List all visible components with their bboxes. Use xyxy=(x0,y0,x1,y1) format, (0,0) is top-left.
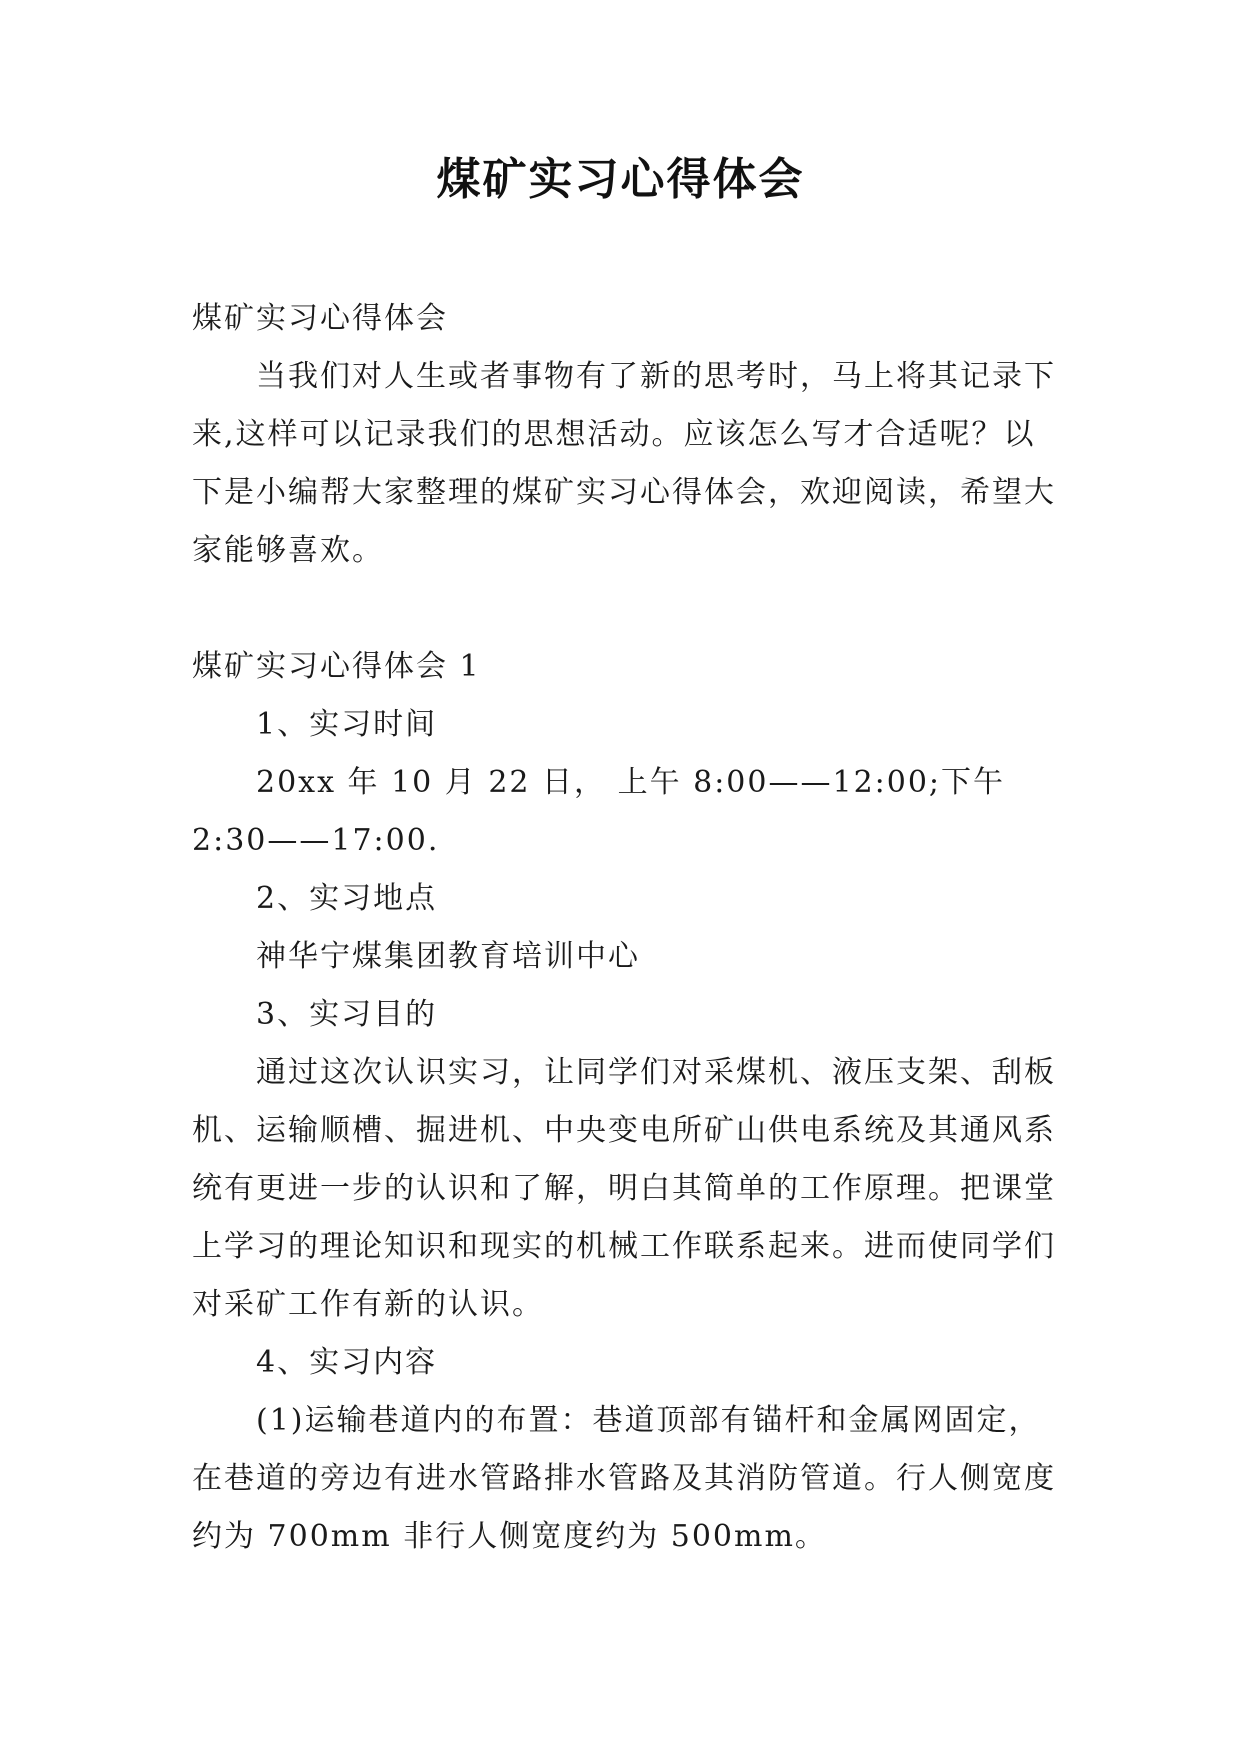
item1-heading: 1、实习时间 xyxy=(256,707,438,742)
document-title: 煤矿实习心得体会 xyxy=(436,154,805,205)
item4-text: (1)运输巷道内的布置：巷道顶部有锚杆和金属网固定，在巷道的旁边有进水管路排水管路及其消防管道。行人侧宽度约为 700mm 非行人侧宽度约为 500mm。 xyxy=(192,1403,1056,1554)
item1-text: 20xx 年 10 月 22 日， 上午 8:00——12:00;下午 2:30——17:00. xyxy=(192,765,1006,858)
item4-heading: 4、实习内容 xyxy=(256,1345,438,1380)
document-body xyxy=(192,290,1062,1566)
item2-text: 神华宁煤集团教育培训中心 xyxy=(256,939,640,974)
subtitle: 煤矿实习心得体会 xyxy=(192,301,448,336)
section-title: 煤矿实习心得体会 1 xyxy=(192,649,481,684)
intro-paragraph: 当我们对人生或者事物有了新的思考时，马上将其记录下来,这样可以记录我们的思想活动。应该怎么写才合适呢？以下是小编帮大家整理的煤矿实习心得体会，欢迎阅读，希望大家能够喜欢。 xyxy=(192,359,1056,568)
item3-heading: 3、实习目的 xyxy=(256,997,438,1032)
item2-heading: 2、实习地点 xyxy=(256,881,438,916)
item3-text: 通过这次认识实习，让同学们对采煤机、液压支架、刮板机、运输顺槽、掘进机、中央变电所矿山供电系统及其通风系统有更进一步的认识和了解，明白其简单的工作原理。把课堂上学习的理论知识和现实的机械工作联系起来。进而使同学们对采矿工作有新的认识。 xyxy=(192,1055,1056,1322)
